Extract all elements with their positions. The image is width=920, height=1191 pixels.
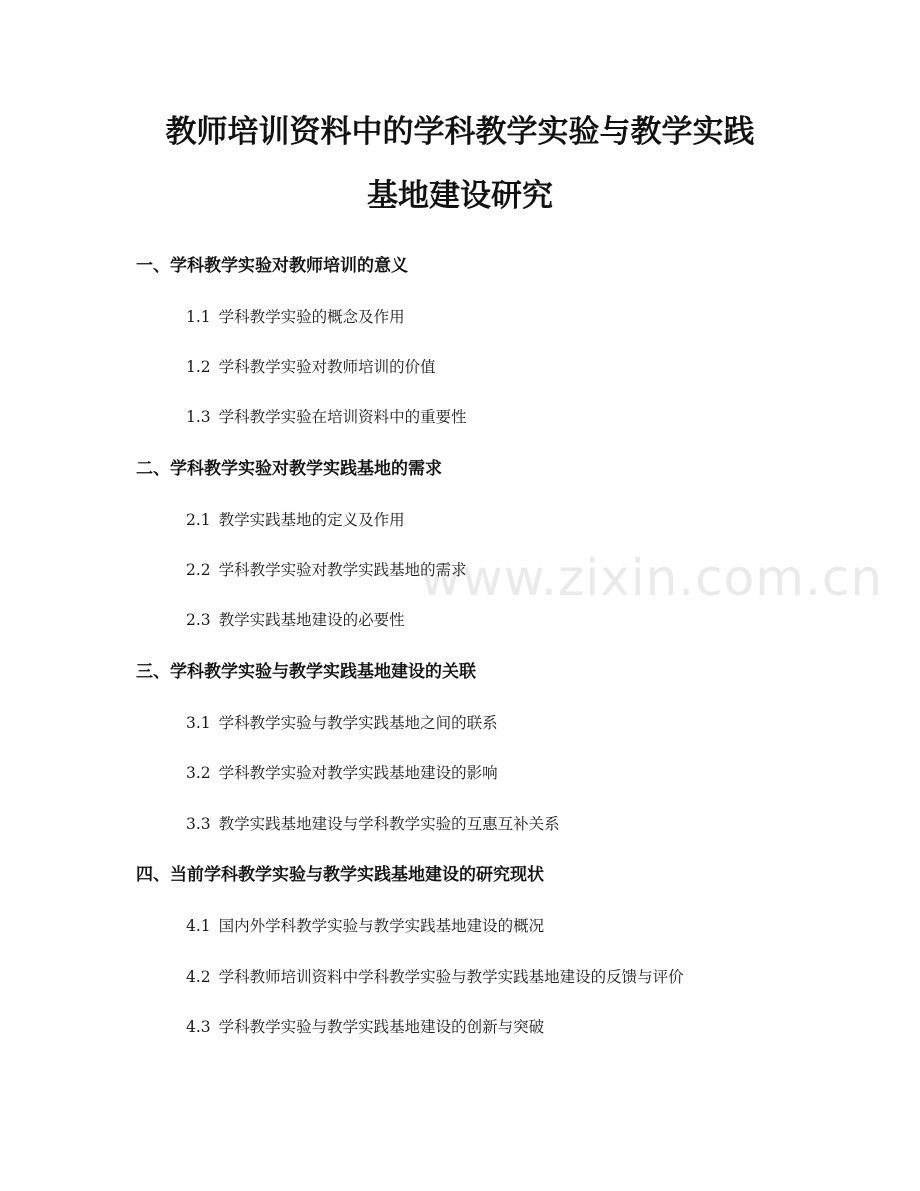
outline-item-text: 学科教学实验对教师培训的价值 xyxy=(218,358,436,376)
outline-item-number: 4.1 xyxy=(186,917,211,935)
outline-item-text: 学科教学实验的概念及作用 xyxy=(218,308,405,326)
outline-item-3-1 xyxy=(186,712,498,734)
outline-item-text: 学科教学实验与教学实践基地之间的联系 xyxy=(218,714,498,732)
outline-item-number: 1.3 xyxy=(186,408,211,426)
section-heading-2: 二、学科教学实验对教学实践基地的需求 xyxy=(136,459,442,479)
outline-item-4-2 xyxy=(186,966,684,988)
outline-item-number: 4.2 xyxy=(186,968,211,986)
outline-item-number: 3.3 xyxy=(186,815,211,833)
outline-item-4-3 xyxy=(186,1016,544,1038)
outline-item-2-3 xyxy=(186,609,405,631)
outline-item-text: 学科教师培训资料中学科教学实验与教学实践基地建设的反馈与评价 xyxy=(218,968,684,986)
outline-item-number: 3.1 xyxy=(186,714,211,732)
outline-item-text: 学科教学实验对教学实践基地建设的影响 xyxy=(218,764,498,782)
outline-item-1-2 xyxy=(186,356,436,378)
outline-item-number: 3.2 xyxy=(186,764,211,782)
outline-item-number: 1.1 xyxy=(186,308,211,326)
outline-item-number: 1.2 xyxy=(186,358,211,376)
outline-item-text: 教学实践基地建设的必要性 xyxy=(218,611,405,629)
outline-item-4-1 xyxy=(186,915,544,937)
outline-item-text: 学科教学实验在培训资料中的重要性 xyxy=(218,408,467,426)
document-title-line-2: 基地建设研究 xyxy=(367,178,553,214)
outline-item-number: 2.2 xyxy=(186,561,211,579)
outline-item-number: 4.3 xyxy=(186,1018,211,1036)
section-heading-1: 一、学科教学实验对教师培训的意义 xyxy=(136,256,408,276)
outline-item-1-1 xyxy=(186,306,405,328)
outline-item-1-3 xyxy=(186,406,467,428)
outline-item-2-1 xyxy=(186,509,405,531)
document-title-line-1: 教师培训资料中的学科教学实验与教学实践 xyxy=(165,114,755,150)
outline-item-text: 学科教学实验与教学实践基地建设的创新与突破 xyxy=(218,1018,545,1036)
outline-item-3-2 xyxy=(186,762,498,784)
outline-item-text: 教学实践基地建设与学科教学实验的互惠互补关系 xyxy=(218,815,560,833)
outline-item-3-3 xyxy=(186,813,560,835)
section-heading-4: 四、当前学科教学实验与教学实践基地建设的研究现状 xyxy=(136,865,544,885)
watermark: www.zixin.com.cn xyxy=(420,549,884,607)
outline-item-text: 教学实践基地的定义及作用 xyxy=(218,511,405,529)
outline-item-2-2 xyxy=(186,559,467,581)
section-heading-3: 三、学科教学实验与教学实践基地建设的关联 xyxy=(136,662,476,682)
outline-item-number: 2.3 xyxy=(186,611,211,629)
outline-item-number: 2.1 xyxy=(186,511,211,529)
outline-item-text: 学科教学实验对教学实践基地的需求 xyxy=(218,561,467,579)
outline-item-text: 国内外学科教学实验与教学实践基地建设的概况 xyxy=(218,917,545,935)
